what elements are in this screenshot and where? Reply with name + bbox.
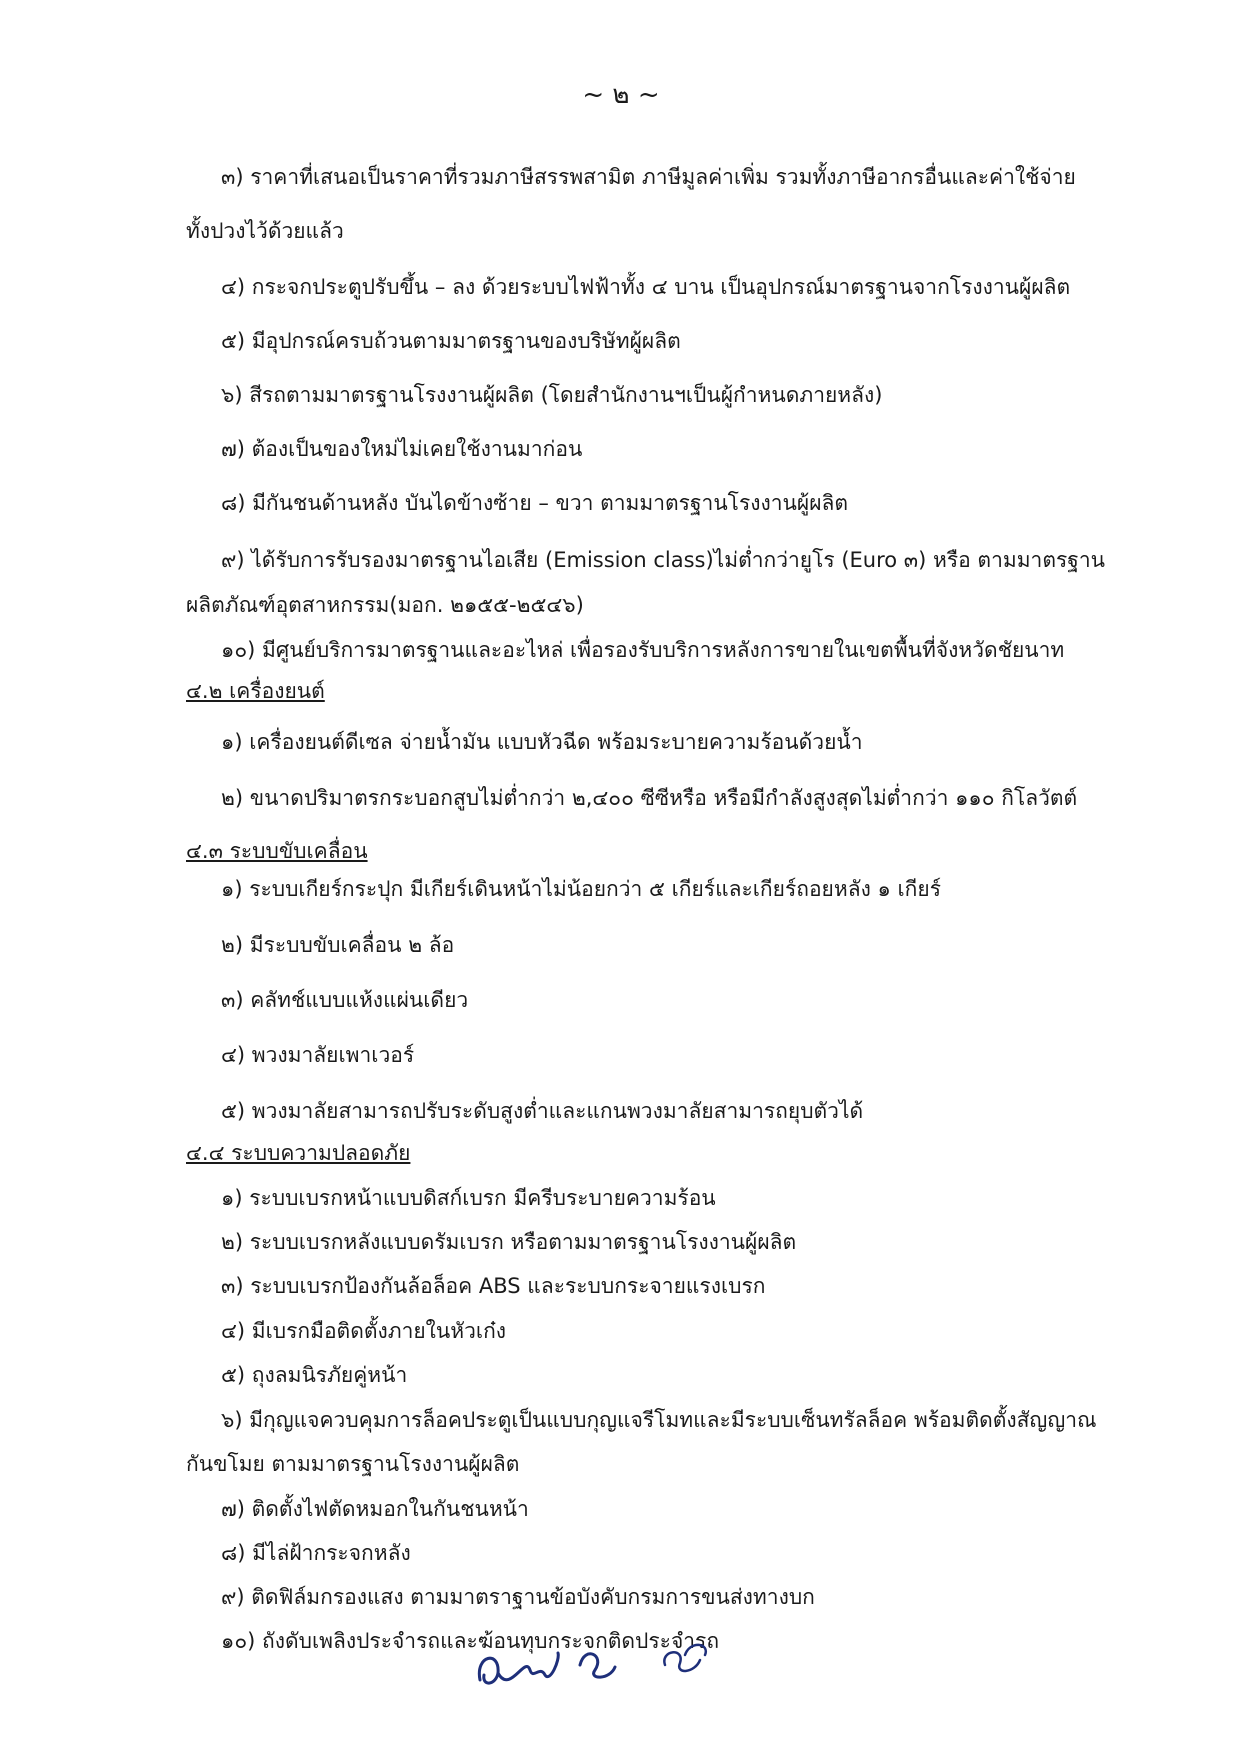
text-line: ๕) พวงมาลัยสามารถปรับระดับสูงต่ำและแกนพวงมาลัยสามารถยุบตัวได้ — [221, 1099, 864, 1123]
text-line: ๔) กระจกประตูปรับขึ้น – ลง ด้วยระบบไฟฟ้าทั้ง ๔ บาน เป็นอุปกรณ์มาตรฐานจากโรงงานผู้ผลิต — [221, 275, 1071, 299]
text-line: ทั้งปวงไว้ด้วยแล้ว — [186, 219, 344, 243]
text-line: ๓) ราคาที่เสนอเป็นราคาที่รวมภาษีสรรพสามิต ภาษีมูลค่าเพิ่ม รวมทั้งภาษีอากรอื่นและค่าใช้จ่าย — [221, 165, 1076, 189]
text-line: ๗) ติดตั้งไฟตัดหมอกในกันชนหน้า — [221, 1497, 529, 1521]
text-line: ๙) ติดฟิล์มกรองแสง ตามมาตราฐานข้อบังคับกรมการขนส่งทางบก — [221, 1585, 815, 1609]
text-line: ๓) ระบบเบรกป้องกันล้อล็อค ABS และระบบกระจายแรงเบรก — [221, 1274, 766, 1298]
section-heading: ๔.๓ ระบบขับเคลื่อน — [186, 839, 368, 863]
text-line: ๗) ต้องเป็นของใหม่ไม่เคยใช้งานมาก่อน — [221, 437, 583, 461]
page-number: ~ ๒ ~ — [582, 80, 660, 110]
text-line: ๑) ระบบเกียร์กระปุก มีเกียร์เดินหน้าไม่น้อยกว่า ๕ เกียร์และเกียร์ถอยหลัง ๑ เกียร์ — [221, 877, 941, 901]
text-line: ๘) มีกันชนด้านหลัง บันไดข้างซ้าย – ขวา ตามมาตรฐานโรงงานผู้ผลิต — [221, 491, 849, 515]
text-line: ๑๐) มีศูนย์บริการมาตรฐานและอะไหล่ เพื่อรองรับบริการหลังการขายในเขตพื้นที่จังหวัดชัยนาท — [221, 638, 1065, 662]
text-line: ๖) สีรถตามมาตรฐานโรงงานผู้ผลิต (โดยสำนักงานฯเป็นผู้กำหนดภายหลัง) — [221, 383, 883, 407]
text-line: ๑) เครื่องยนต์ดีเซล จ่ายน้ำมัน แบบหัวฉีด พร้อมระบายความร้อนด้วยน้ำ — [221, 730, 863, 754]
text-line: กันขโมย ตามมาตรฐานโรงงานผู้ผลิต — [186, 1452, 520, 1476]
text-line: ๒) ระบบเบรกหลังแบบดรัมเบรก หรือตามมาตรฐานโรงงานผู้ผลิต — [221, 1230, 797, 1254]
text-line: ผลิตภัณฑ์อุตสาหกรรม(มอก. ๒๑๕๕-๒๕๔๖) — [186, 593, 584, 617]
text-line: ๒) มีระบบขับเคลื่อน ๒ ล้อ — [221, 933, 455, 957]
section-heading: ๔.๔ ระบบความปลอดภัย — [186, 1141, 411, 1165]
section-heading: ๔.๒ เครื่องยนต์ — [186, 679, 325, 703]
text-line: ๕) มีอุปกรณ์ครบถ้วนตามมาตรฐานของบริษัทผู้ผลิต — [221, 329, 681, 353]
text-line: ๖) มีกุญแจควบคุมการล็อคประตูเป็นแบบกุญแจรีโมทและมีระบบเซ็นทรัลล็อค พร้อมติดตั้งสัญญาณ — [221, 1408, 1097, 1432]
text-line: ๔) มีเบรกมือติดตั้งภายในหัวเก๋ง — [221, 1319, 507, 1343]
signature-marks — [470, 1625, 770, 1705]
text-line: ๔) พวงมาลัยเพาเวอร์ — [221, 1043, 415, 1067]
text-line: ๕) ถุงลมนิรภัยคู่หน้า — [221, 1363, 408, 1387]
text-line: ๓) คลัทช์แบบแห้งแผ่นเดียว — [221, 988, 469, 1012]
text-line: ๘) มีไล่ฝ้ากระจกหลัง — [221, 1541, 411, 1565]
text-line: ๑๐) ถังดับเพลิงประจำรถและฆ้อนทุบกระจกติดประจำรถ — [221, 1629, 720, 1653]
text-line: ๑) ระบบเบรกหน้าแบบดิสก์เบรก มีครีบระบายความร้อน — [221, 1186, 716, 1210]
text-line: ๒) ขนาดปริมาตรกระบอกสูบไม่ต่ำกว่า ๒,๔๐๐ ซีซีหรือ หรือมีกำลังสูงสุดไม่ต่ำกว่า ๑๑๐ กิโลวัตต์ — [221, 786, 1078, 810]
text-line: ๙) ได้รับการรับรองมาตรฐานไอเสีย (Emission class)ไม่ต่ำกว่ายูโร (Euro ๓) หรือ ตามมาตรฐาน — [221, 548, 1105, 572]
